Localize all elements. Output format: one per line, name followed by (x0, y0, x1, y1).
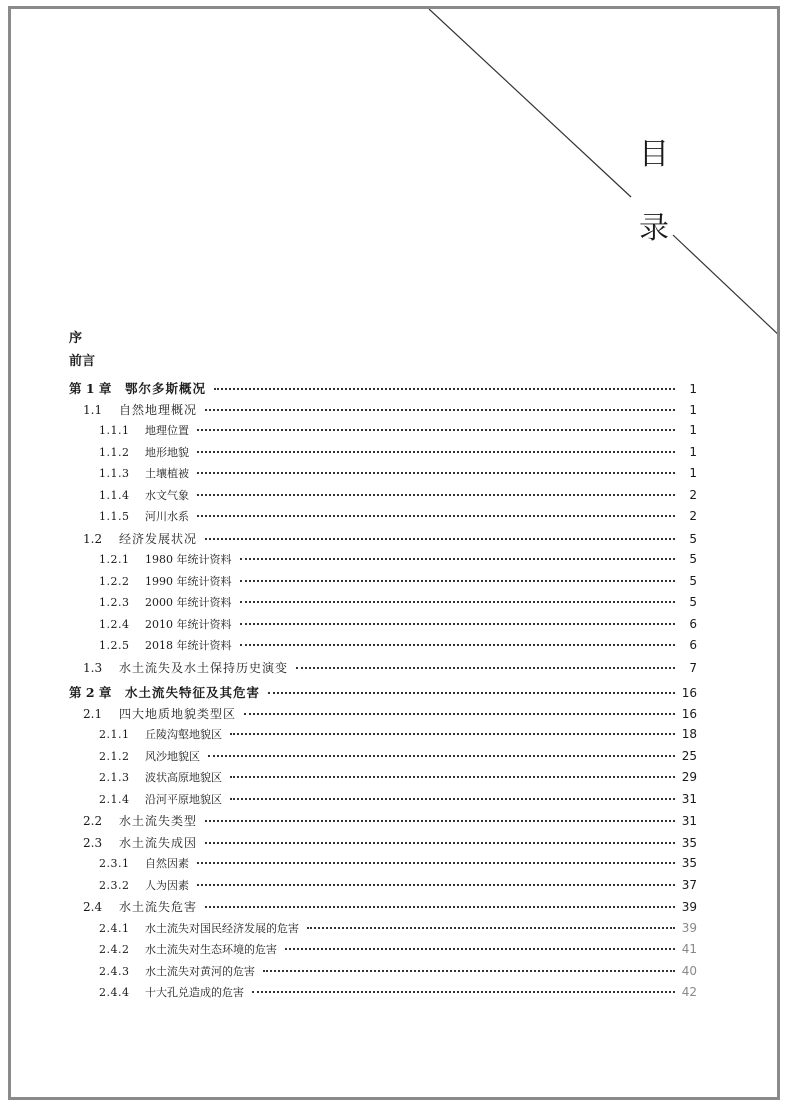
toc-entry-page: 5 (689, 531, 697, 546)
toc-entry[interactable] (83, 834, 697, 854)
toc-entry[interactable] (83, 659, 697, 679)
toc-entry-number: 1.1.5 (99, 510, 130, 523)
toc-entry-title: 水土流失类型 (119, 814, 198, 828)
toc-entry-number: 1.1.4 (99, 488, 130, 502)
toc-entry-title: 水土流失特征及其危害 (125, 685, 261, 700)
toc-leader-dots (240, 623, 676, 625)
preface-xu: 序 (69, 331, 83, 346)
toc-entry[interactable] (99, 594, 697, 614)
toc-entry-title: 2000 年统计资料 (145, 596, 232, 609)
toc-entry[interactable] (83, 401, 697, 421)
toc-entry[interactable] (99, 877, 697, 897)
toc-entry-number: 1.2.2 (99, 574, 130, 588)
toc-entry-number: 2.1.2 (99, 749, 130, 763)
toc-entry[interactable] (99, 422, 697, 442)
toc-leader-dots (197, 472, 675, 474)
toc-entry-page: 5 (689, 573, 697, 588)
toc-entry[interactable] (99, 616, 697, 636)
toc-leader-dots (244, 713, 675, 715)
toc-leader-dots (230, 776, 675, 778)
toc-entry-page: 41 (681, 942, 697, 956)
toc-leader-dots (240, 644, 676, 646)
toc-entry-title: 水土流失对国民经济发展的危害 (145, 921, 299, 935)
toc-entry[interactable] (99, 855, 697, 875)
toc-entry[interactable] (99, 726, 697, 746)
toc-leader-dots (307, 927, 675, 929)
toc-entry-title: 丘陵沟壑地貌区 (145, 728, 222, 741)
toc-entry-title: 水土流失成因 (119, 835, 198, 850)
toc-entry-number: 1.2.1 (99, 553, 130, 566)
toc-entry-number: 1.2.5 (99, 639, 130, 652)
toc-leader-dots (240, 580, 676, 582)
toc-entry-number: 第 1 章 (69, 381, 112, 396)
toc-entry[interactable] (99, 508, 697, 528)
toc-leader-dots (197, 884, 675, 886)
toc-entry[interactable] (69, 379, 697, 399)
title-char-lu: 录 (639, 211, 669, 246)
toc-entry[interactable] (99, 984, 697, 1004)
toc-entry[interactable] (83, 898, 697, 918)
toc-entry-page: 35 (681, 856, 697, 870)
toc-entry-page: 1 (689, 466, 697, 480)
toc-entry-page: 18 (681, 727, 697, 741)
toc-leader-dots (230, 733, 675, 735)
toc-leader-dots (197, 429, 675, 431)
toc-entry-title: 1990 年统计资料 (145, 574, 232, 588)
toc-entry[interactable] (99, 551, 697, 571)
toc-entry-number: 1.1 (83, 402, 103, 417)
toc-entry-number: 2.4.3 (99, 964, 130, 978)
toc-entry[interactable] (99, 963, 697, 983)
toc-entry-number: 2.3.1 (99, 857, 130, 870)
toc-entry-title: 地形地貌 (145, 445, 189, 459)
toc-entry-page: 16 (681, 686, 697, 700)
toc-entry[interactable] (99, 920, 697, 940)
toc-leader-dots (205, 538, 675, 540)
toc-entry-page: 31 (681, 814, 697, 828)
toc-entry-page: 2 (689, 509, 697, 523)
toc-leader-dots (296, 667, 675, 669)
toc-entry-title: 经济发展状况 (119, 531, 198, 546)
toc-entry-title: 十大孔兑造成的危害 (145, 986, 244, 999)
toc-entry-title: 波状高原地貌区 (145, 771, 222, 784)
toc-entry[interactable] (99, 573, 697, 593)
toc-entry-title: 人为因素 (145, 878, 189, 892)
toc-entry[interactable] (99, 444, 697, 464)
toc-entry-number: 2.1.1 (99, 728, 130, 741)
toc-entry-page: 5 (689, 595, 697, 609)
toc-entry-number: 2.3 (83, 835, 103, 850)
toc-entry-title: 水土流失对生态环境的危害 (145, 943, 277, 956)
toc-entry-title: 地理位置 (145, 424, 189, 437)
toc-leader-dots (208, 755, 675, 757)
toc-entry-title: 沿河平原地貌区 (145, 792, 222, 806)
toc-entry-page: 35 (681, 835, 697, 850)
toc-entry-page: 25 (681, 748, 697, 763)
document-page (8, 6, 780, 1100)
toc-entry-page: 39 (681, 900, 697, 914)
toc-entry-title: 土壤植被 (145, 467, 189, 480)
toc-entry-number: 1.2.3 (99, 596, 130, 609)
toc-entry-page: 40 (681, 963, 697, 978)
toc-leader-dots (205, 409, 675, 411)
toc-leader-dots (268, 692, 675, 694)
toc-entry-number: 1.2.4 (99, 617, 130, 631)
toc-entry-title: 水土流失及水土保持历史演变 (119, 660, 289, 675)
toc-entry[interactable] (99, 465, 697, 485)
toc-leader-dots (230, 798, 675, 800)
toc-entry[interactable] (99, 769, 697, 789)
toc-entry-title: 自然因素 (145, 857, 189, 870)
toc-entry[interactable] (83, 705, 697, 725)
toc-entry-title: 2018 年统计资料 (145, 639, 232, 652)
toc-entry-title: 水土流失对黄河的危害 (145, 964, 255, 978)
toc-entry-title: 自然地理概况 (119, 402, 198, 417)
toc-leader-dots (205, 906, 675, 908)
toc-entry-page: 1 (689, 402, 697, 417)
toc-entry-page: 1 (689, 444, 697, 459)
toc-leader-dots (197, 515, 675, 517)
toc-entry-number: 2.4.4 (99, 986, 130, 999)
toc-entry[interactable] (83, 530, 697, 550)
toc-leader-dots (197, 862, 675, 864)
toc-entry-number: 1.2 (83, 531, 103, 546)
toc-entry-number: 2.3.2 (99, 878, 130, 892)
toc-entry-page: 31 (681, 791, 697, 806)
toc-leader-dots (197, 494, 675, 496)
toc-entry-title: 鄂尔多斯概况 (125, 381, 207, 396)
toc-entry[interactable] (99, 487, 697, 507)
toc-entry-title: 河川水系 (145, 510, 189, 523)
toc-entry[interactable] (69, 683, 697, 703)
toc-leader-dots (285, 948, 675, 950)
toc-entry[interactable] (99, 791, 697, 811)
toc-entry-title: 风沙地貌区 (145, 749, 200, 763)
toc-entry-title: 水土流失危害 (119, 900, 198, 914)
toc-leader-dots (205, 842, 675, 844)
toc-leader-dots (240, 558, 676, 560)
toc-entry-number: 2.1 (83, 706, 103, 721)
toc-leader-dots (263, 970, 675, 972)
toc-leader-dots (214, 388, 675, 390)
toc-entry-number: 2.4.2 (99, 943, 130, 956)
toc-entry-page: 42 (681, 985, 697, 999)
toc-entry-page: 6 (689, 638, 697, 652)
toc-entry[interactable] (83, 812, 697, 832)
toc-leader-dots (240, 601, 676, 603)
toc-entry[interactable] (99, 637, 697, 657)
toc-entry-title: 水文气象 (145, 488, 189, 502)
toc-entry-page: 2 (689, 487, 697, 502)
toc-leader-dots (197, 451, 675, 453)
toc-entry-page: 7 (689, 660, 697, 675)
toc-entry-number: 2.1.3 (99, 771, 130, 784)
toc-entry-page: 39 (681, 920, 697, 935)
toc-entry[interactable] (99, 941, 697, 961)
toc-entry-number: 第 2 章 (69, 685, 112, 700)
toc-entry-number: 1.1.3 (99, 467, 130, 480)
toc-entry-page: 29 (681, 770, 697, 784)
toc-entry-number: 2.4 (83, 900, 103, 914)
toc-entry-page: 1 (689, 423, 697, 437)
toc-entry-number: 1.3 (83, 660, 103, 675)
toc-entry-page: 1 (689, 382, 697, 396)
toc-leader-dots (205, 820, 675, 822)
toc-entry-title: 四大地质地貌类型区 (119, 706, 237, 721)
preface-qianyan: 前言 (69, 354, 96, 369)
toc-entry-page: 6 (689, 616, 697, 631)
toc-entry-page: 37 (681, 877, 697, 892)
toc-entry[interactable] (99, 748, 697, 768)
toc-entry-title: 2010 年统计资料 (145, 617, 232, 631)
toc-entry-page: 16 (681, 706, 697, 721)
toc-entry-number: 2.2 (83, 814, 103, 828)
toc-entry-title: 1980 年统计资料 (145, 553, 232, 566)
toc-entry-number: 2.1.4 (99, 792, 130, 806)
toc-leader-dots (252, 991, 675, 993)
title-char-mu: 目 (639, 137, 669, 172)
toc-entry-number: 1.1.2 (99, 445, 130, 459)
toc-entry-number: 2.4.1 (99, 921, 130, 935)
toc-entry-page: 5 (689, 552, 697, 566)
toc-entry-number: 1.1.1 (99, 424, 130, 437)
